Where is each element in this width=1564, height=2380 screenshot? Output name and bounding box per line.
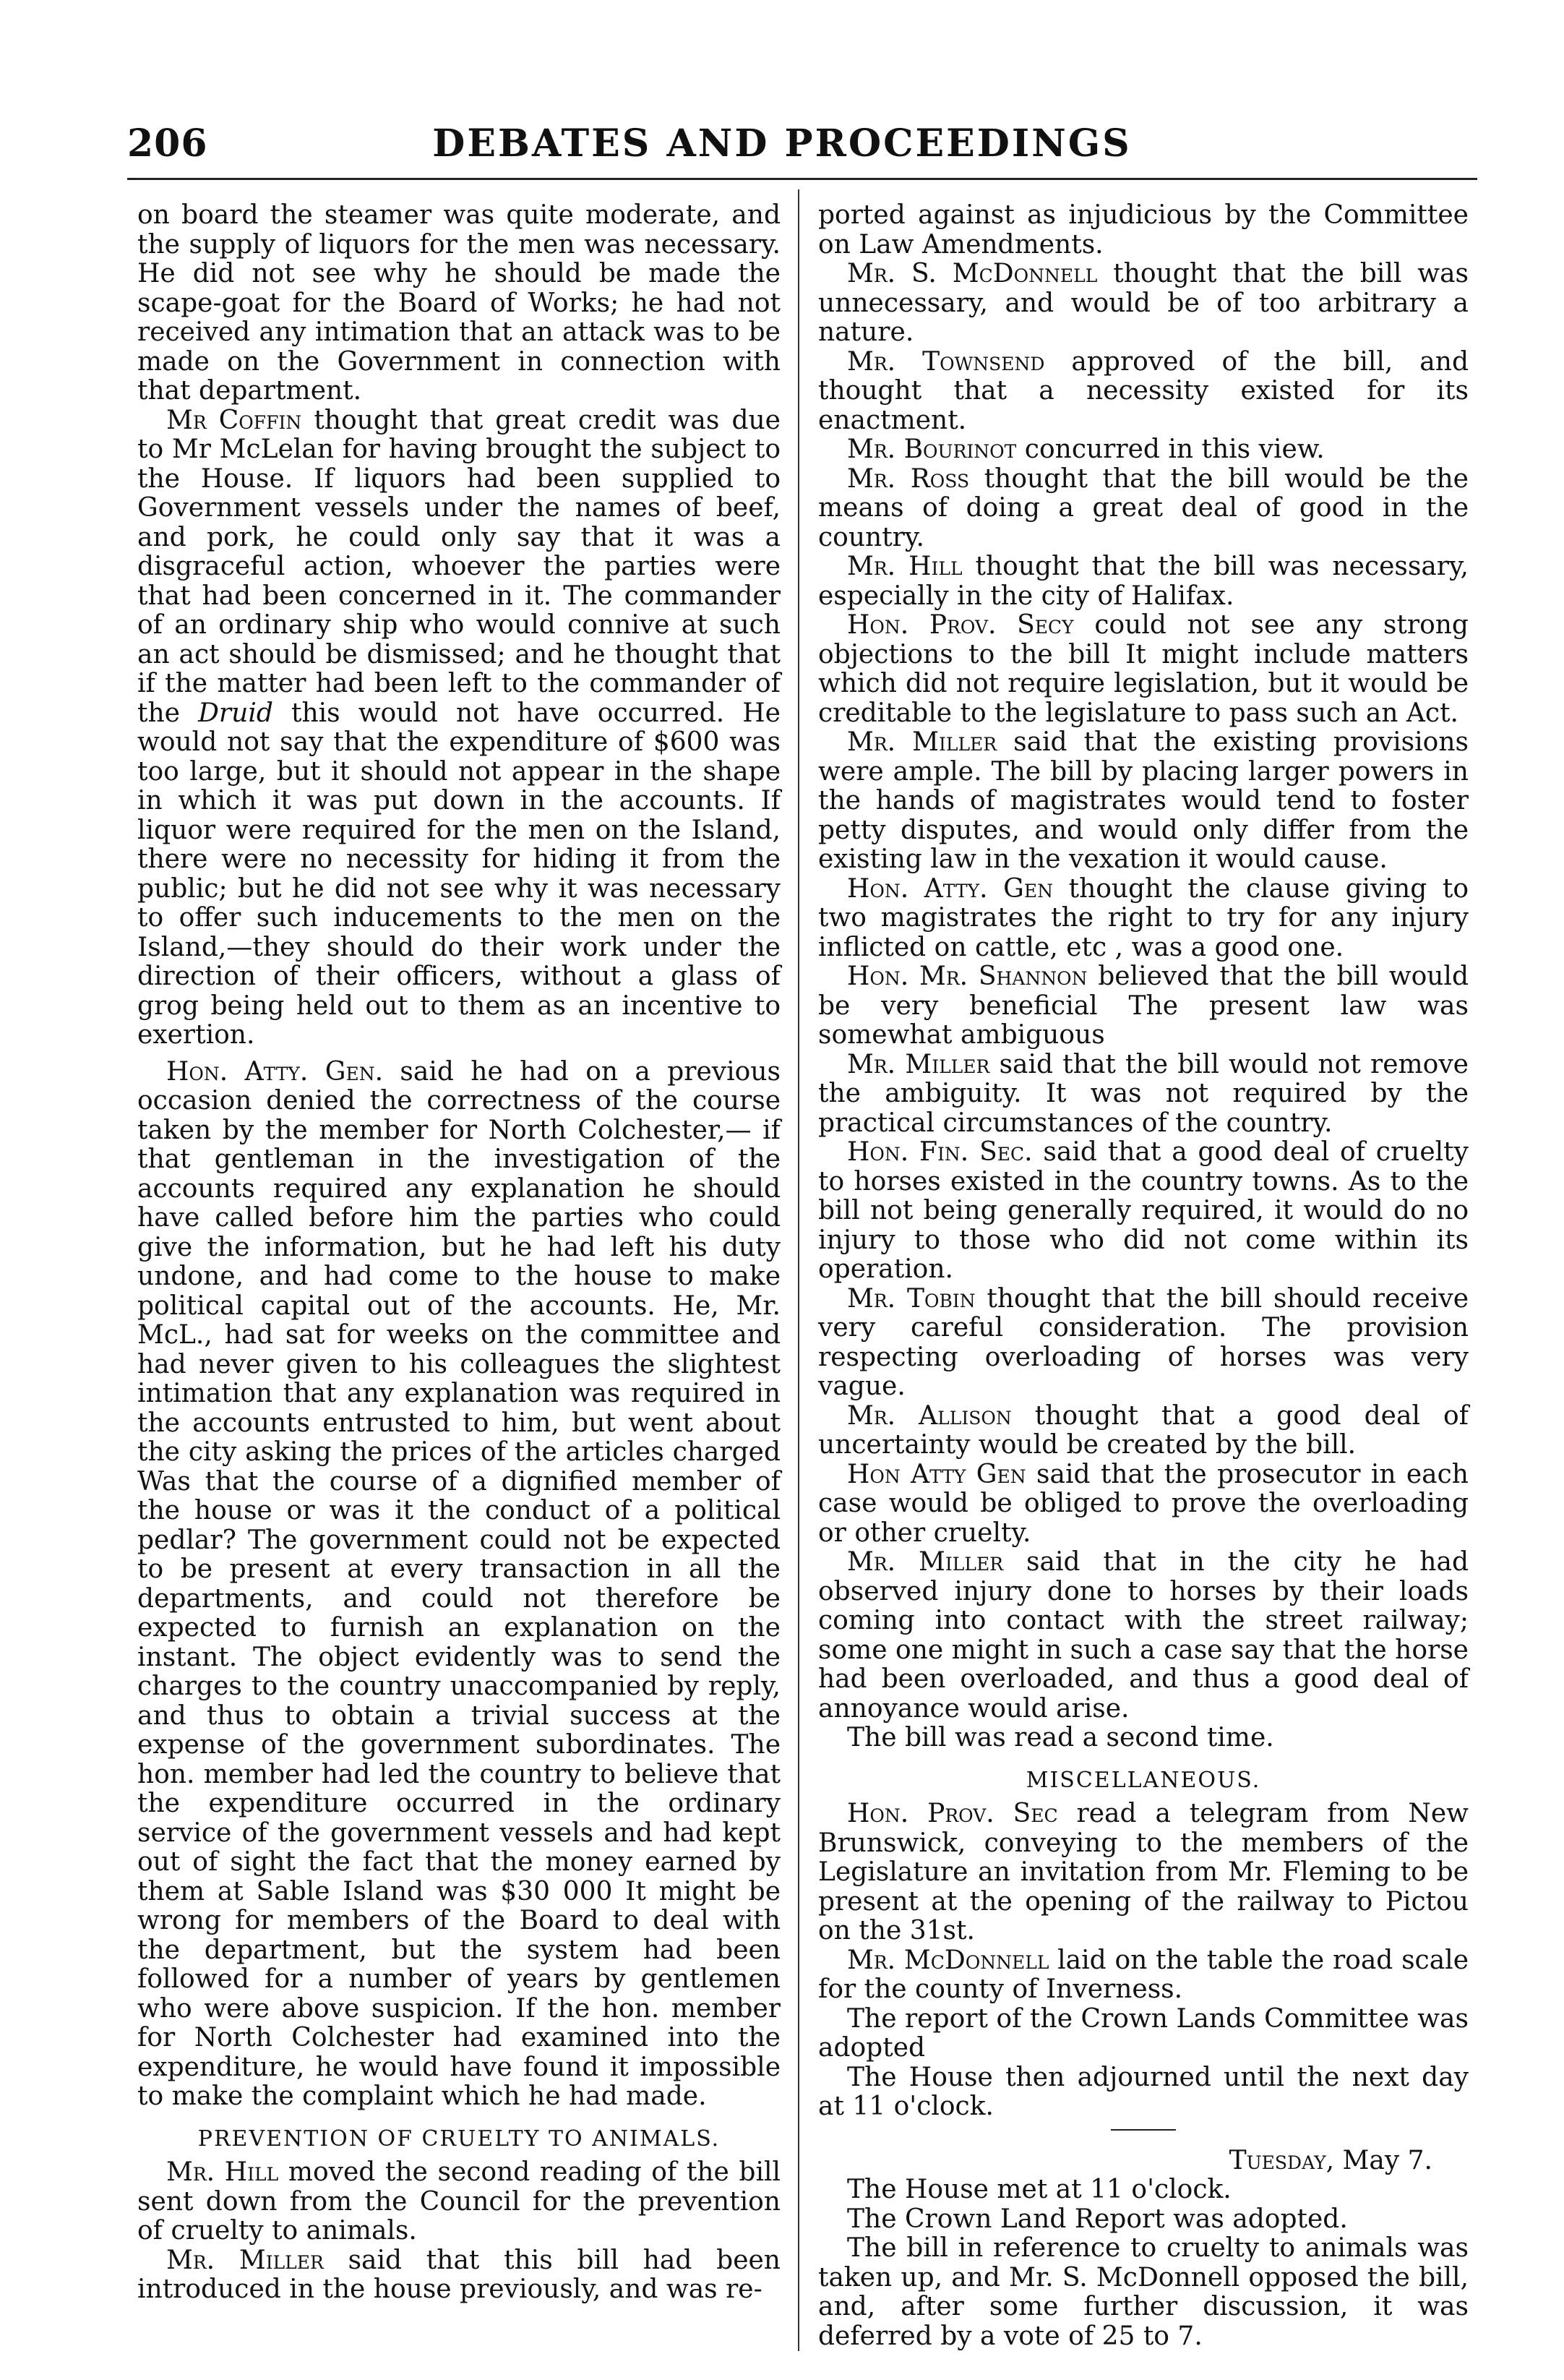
speaker-name: Mr. Miller	[847, 1547, 1004, 1577]
left-column	[137, 201, 781, 2305]
speaker-name: Mr. Hill	[847, 552, 963, 581]
paragraph: The House met at 11 o'clock.	[847, 2175, 1232, 2204]
paragraph: Hon. Mr. Shannon believed that the bill would be very beneficial The present law was somewhat ambiguous	[818, 962, 1469, 1050]
speaker-name: Mr. Townsend	[847, 346, 1045, 377]
speaker-name: Hon. Fin. Sec.	[847, 1137, 1033, 1167]
paragraph: The bill in reference to cruelty to animals was taken up, and Mr. S. McDonnell opposed the bill, and, after some further discussion, it was deferred by a vote of 25 to 7.	[818, 2233, 1469, 2351]
column-rule	[798, 189, 799, 2351]
paragraph: Hon. Prov. Sec read a telegram from New Brunswick, conveying to the members of the Legislature an invitation from Mr. Fleming to be present at the opening of the railway to Pictou on the 31st.	[818, 1799, 1469, 1945]
paragraph: Mr. Miller said that in the city he had observed injury done to horses by their loads coming into contact with the street railway; some one might in such a case say that the horse had been overloaded, and thus a good deal of annoyance would arise.	[818, 1547, 1469, 1724]
speaker-name: Mr. Miller	[847, 727, 997, 757]
paragraph: Mr. Hill thought that the bill was necessary, especially in the city of Halifax.	[818, 552, 1469, 611]
page-number: 206	[127, 121, 208, 166]
speaker-name: Mr. Tobin	[847, 1283, 976, 1314]
speaker-name: Mr. Allison	[847, 1400, 1012, 1431]
paragraph: Mr. McDonnell laid on the table the road scale for the county of Inverness.	[818, 1945, 1469, 2004]
section-divider	[1111, 2129, 1176, 2131]
speaker-name: Mr Coffin	[166, 405, 302, 435]
paragraph: Mr. Bourinot concurred in this view.	[847, 435, 1325, 464]
paragraph: Mr Coffin thought that great credit was due to Mr McLelan for having brought the subject to the House. If liquors had been supplied to Government vessels under the names of beef, and pork, he could only say that it was a disgraceful action, whoever the parties were that had been concerned in it. The commander of an ordinary ship who would connive at such an act should be dismissed; and he thought that if the matter had been left to the commander of the Druid this would not have occurred. He would not say that the expenditure of $600 was too large, but it should not appear in the shape in which it was put down in the accounts. If liquor were required for the men on the Island, there were no necessity for hiding it from the public; but he did not see why it was necessary to offer such inducements to the men on the Island,—they should do their work under the direction of their officers, without a glass of grog being held out to them as an incentive to exertion.	[137, 405, 781, 1050]
speaker-name: Hon Atty Gen	[847, 1459, 1026, 1489]
speaker-name: Hon. Atty. Gen.	[166, 1056, 384, 1087]
paragraph: The bill was read a second time.	[847, 1723, 1274, 1752]
right-column	[818, 201, 1469, 2351]
paragraph: The report of the Crown Lands Committee was adopted	[818, 2003, 1469, 2063]
running-head: DEBATES AND PROCEEDINGS	[432, 121, 1132, 166]
paragraph: Hon. Fin. Sec. said that a good deal of cruelty to horses existed in the country towns. As to the bill not being generally required, it would do no injury to those who did not come within its operation.	[818, 1137, 1469, 1284]
speaker-name: Mr. McDonnell	[847, 1945, 1049, 1975]
paragraph: Mr. Hill moved the second reading of the bill sent down from the Council for the prevention of cruelty to animals.	[137, 2157, 781, 2246]
speaker-name: Hon. Prov. Secy	[847, 610, 1074, 640]
paragraph: Mr. Miller said that the bill would not remove the ambiguity. It was not required by the practical circumstances of the country.	[818, 1049, 1469, 1138]
speaker-name: Mr. Bourinot	[847, 435, 1017, 464]
speaker-name: Hon. Mr. Shannon	[847, 962, 1088, 991]
paragraph: Hon. Atty. Gen. said he had on a previous occasion denied the correctness of the course taken by the member for North Colchester,— if that gentleman in the investigation of the accounts required any explanation he should have called before him the parties who could give the information, but he had left his duty undone, and had come to the house to make political capital out of the accounts. He, Mr. McL., had sat for weeks on the committee and had never given to his colleagues the slightest intimation that any explanation was required in the accounts entrusted to him, but went about the city asking the prices of the articles charged Was that the course of a dignified member of the house or was it the conduct of a political pedlar? The government could not be expected to be present at every transaction in all the departments, and could not therefore be expected to furnish an explanation on the instant. The object evidently was to send the charges to the country unaccompanied by reply, and thus to obtain a trivial success at the expense of the government subordinates. The hon. member had led the country to believe that the expenditure occurred in the ordinary service of the government vessels and had kept out of sight the fact that the money earned by them at Sable Island was $30 000 It might be wrong for members of the Board to deal with the department, but the system had been followed for a number of years by gentlemen who were above suspicion. If the hon. member for North Colchester had examined into the expenditure, he would have found it impossible to make the complaint which he had made.	[137, 1056, 781, 2111]
paragraph: Mr. Ross thought that the bill would be the means of doing a great deal of good in the country.	[818, 463, 1469, 552]
paragraph: Mr. Townsend approved of the bill, and thought that a necessity existed for its enactment.	[818, 346, 1469, 435]
ship-name: Druid	[198, 698, 273, 728]
date-rest: May 7.	[1342, 2145, 1432, 2175]
paragraph: Mr. S. McDonnell thought that the bill was unnecessary, and would be of too arbitrary a nature.	[818, 259, 1469, 347]
date-heading	[818, 2146, 1469, 2176]
speaker-name: Hon. Prov. Sec	[847, 1799, 1058, 1828]
speaker-name: Mr. Miller	[166, 2245, 324, 2275]
speaker-name: Mr. Miller	[847, 1049, 990, 1079]
paragraph: Mr. Miller said that this bill had been introduced in the house previously, and was re-	[137, 2245, 781, 2304]
paragraph: The House then adjourned until the next day at 11 o'clock.	[818, 2062, 1469, 2121]
paragraph: ported against as injudicious by the Committee on Law Amendments.	[818, 200, 1469, 260]
paragraph: Hon. Prov. Secy could not see any strong objections to the bill It might include matters which did not require legislation, but it would be creditable to the legislature to pass such an Act.	[818, 610, 1469, 728]
paragraph: The Crown Land Report was adopted.	[847, 2204, 1348, 2234]
date-day: Tuesday,	[1229, 2145, 1335, 2175]
header-rule	[127, 178, 1477, 180]
paragraph: Hon Atty Gen said that the prosecutor in each case would be obliged to prove the overloading or other cruelty.	[818, 1459, 1469, 1548]
paragraph: Hon. Atty. Gen thought the clause giving to two magistrates the right to try for any injury inflicted on cattle, etc , was a good one.	[818, 873, 1469, 962]
paragraph: on board the steamer was quite moderate, and the supply of liquors for the men was necessary. He did not see why he should be made the scape-goat for the Board of Works; he had not received any intimation that an attack was to be made on the Government in connection with that department.	[137, 200, 781, 406]
speaker-name: Mr. Hill	[166, 2157, 279, 2187]
paragraph: Mr. Allison thought that a good deal of uncertainty would be created by the bill.	[818, 1400, 1469, 1460]
section-heading: PREVENTION OF CRUELTY TO ANIMALS.	[197, 2126, 721, 2152]
paragraph: Mr. Tobin thought that the bill should receive very careful consideration. The provision respecting overloading of horses was very vague.	[818, 1283, 1469, 1401]
speaker-name: Hon. Atty. Gen	[847, 873, 1054, 904]
section-heading: MISCELLANEOUS.	[1026, 1767, 1261, 1793]
paragraph: Mr. Miller said that the existing provisions were ample. The bill by placing larger powers in the hands of magistrates would tend to foster petty disputes, and would only differ from the existing law in the vexation it would cause.	[818, 727, 1469, 874]
speaker-name: Mr. Ross	[847, 463, 970, 494]
speaker-name: Mr. S. McDonnell	[847, 259, 1098, 288]
